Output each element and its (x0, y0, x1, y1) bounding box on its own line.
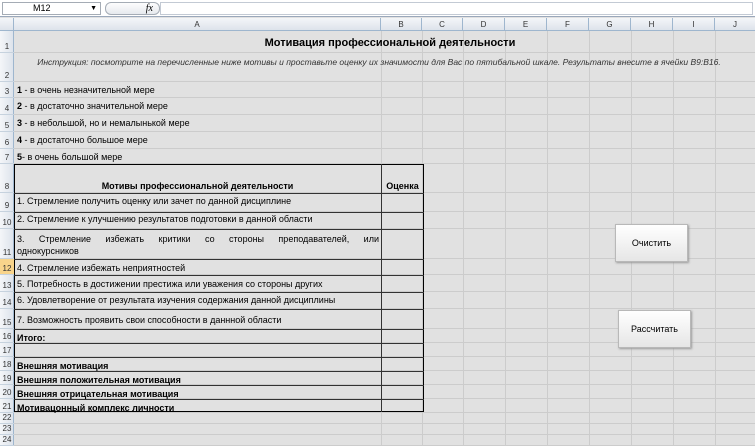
row-header-1[interactable]: 1 (0, 31, 14, 53)
row-header-17[interactable]: 17 (0, 343, 14, 357)
gridline (715, 31, 716, 446)
fx-icon[interactable]: fx (145, 3, 153, 14)
table-row-border (14, 329, 424, 330)
column-header-a[interactable]: A (14, 18, 381, 31)
table-column-border (381, 164, 382, 412)
gridline (14, 114, 755, 115)
scale-item-2[interactable]: 2 - в достаточно значительной мере (17, 101, 168, 111)
column-header-h[interactable]: H (631, 18, 673, 31)
gridline (14, 97, 755, 98)
row-header-11[interactable]: 11 (0, 229, 14, 259)
row-header-2[interactable]: 2 (0, 53, 14, 82)
gridline (463, 31, 464, 446)
table-row-border (14, 229, 424, 230)
row-headers (0, 31, 14, 446)
row-header-14[interactable]: 14 (0, 292, 14, 309)
sheet-title: Мотивация профессиональной деятельности (264, 37, 516, 49)
scale-item-1[interactable]: 1 - в очень незначительной мере (17, 85, 155, 95)
chevron-down-icon[interactable]: ▼ (90, 5, 97, 12)
column-header-b[interactable]: B (381, 18, 422, 31)
gridline (589, 31, 590, 446)
row-header-21[interactable]: 21 (0, 399, 14, 413)
table-row-border (14, 212, 424, 213)
name-box[interactable] (2, 2, 101, 15)
table-row-border (14, 292, 424, 293)
gridline (14, 81, 755, 82)
header-score[interactable]: Оценка (386, 181, 419, 191)
column-header-c[interactable]: C (422, 18, 463, 31)
motive-4[interactable]: 4. Стремление избежать неприятностей (17, 263, 186, 273)
gridline (14, 423, 755, 424)
row-header-8[interactable]: 8 (0, 164, 14, 193)
result-external[interactable]: Внешняя мотивация (17, 361, 109, 371)
result-external-negative[interactable]: Внешняя отрицательная мотивация (17, 389, 179, 399)
row-header-18[interactable]: 18 (0, 357, 14, 371)
scale-item-3[interactable]: 3 - в небольшой, но и немалынькой мере (17, 118, 190, 128)
scale-item-4[interactable]: 4 - в достаточно большое мере (17, 135, 148, 145)
row-header-20[interactable]: 20 (0, 385, 14, 399)
table-row-border (14, 259, 424, 260)
column-header-f[interactable]: F (547, 18, 589, 31)
motive-1[interactable]: 1. Стремление получить оценку или зачет по данной дисциплине (17, 196, 292, 206)
calculate-button[interactable]: Рассчитать (618, 310, 691, 348)
table-row-border (14, 193, 424, 194)
row-header-7[interactable]: 7 (0, 149, 14, 164)
clear-button[interactable]: Очистить (615, 224, 688, 262)
row-header-5[interactable]: 5 (0, 115, 14, 132)
row-header-22[interactable]: 22 (0, 413, 14, 424)
table-row-border (14, 275, 424, 276)
motive-3-cont[interactable]: однокурсников (17, 246, 79, 256)
column-headers (0, 18, 755, 31)
row-header-10[interactable]: 10 (0, 212, 14, 229)
row-header-23[interactable]: 23 (0, 424, 14, 435)
gridline (14, 52, 755, 53)
table-row-border (14, 309, 424, 310)
cell-reference: M12 (33, 3, 51, 13)
row-header-6[interactable]: 6 (0, 132, 14, 149)
motive-6[interactable]: 6. Удовлетворение от результата изучения содержания данной дисциплины (17, 295, 336, 305)
row-header-3[interactable]: 3 (0, 82, 14, 98)
total-label[interactable]: Итого: (17, 333, 46, 343)
row-header-24[interactable]: 24 (0, 435, 14, 446)
motive-7[interactable]: 7. Возможность проявить свои способности в даннной области (17, 315, 282, 325)
motive-2[interactable]: 2. Стремление к улучшению результатов подготовки в данной области (17, 214, 313, 224)
motive-5[interactable]: 5. Потребность в достижении престижа или уважения со стороны других (17, 279, 323, 289)
column-header-j[interactable]: J (733, 20, 737, 29)
row-header-19[interactable]: 19 (0, 371, 14, 385)
gridline (505, 31, 506, 446)
column-header-g[interactable]: G (589, 18, 631, 31)
row-header-12[interactable]: 12 (0, 259, 14, 275)
scale-item-5[interactable]: 5- в очень большой мере (17, 152, 123, 162)
row-header-16[interactable]: 16 (0, 329, 14, 343)
result-complex[interactable]: Мотивацонный комплекс личности (17, 403, 175, 413)
result-external-positive[interactable]: Внешняя положительная мотивация (17, 375, 181, 385)
gridline (14, 131, 755, 132)
column-header-i[interactable]: I (673, 18, 715, 31)
row-header-13[interactable]: 13 (0, 275, 14, 292)
column-header-e[interactable]: E (505, 18, 547, 31)
select-all-corner[interactable] (0, 18, 14, 31)
formula-bar (0, 0, 755, 17)
gridline (547, 31, 548, 446)
function-area (105, 2, 160, 15)
row-header-15[interactable]: 15 (0, 309, 14, 329)
instruction-text: Инструкция: посмотрите на перечисленные ниже мотивы и проставьте оценку их значимости для Вас по пятибальной шкале. Результаты внесите в ячейки В9:В16. (37, 57, 721, 67)
gridline (14, 148, 755, 149)
column-header-d[interactable]: D (463, 18, 505, 31)
formula-input[interactable] (160, 2, 753, 15)
motive-3[interactable]: 3. Стремление избежать критики со стороны преподавателей, или (17, 234, 379, 244)
header-motives[interactable]: Мотивы профессиональной деятельности (101, 181, 294, 191)
row-header-9[interactable]: 9 (0, 193, 14, 212)
gridline (14, 434, 755, 435)
row-header-4[interactable]: 4 (0, 98, 14, 115)
table-row-border (14, 357, 424, 358)
